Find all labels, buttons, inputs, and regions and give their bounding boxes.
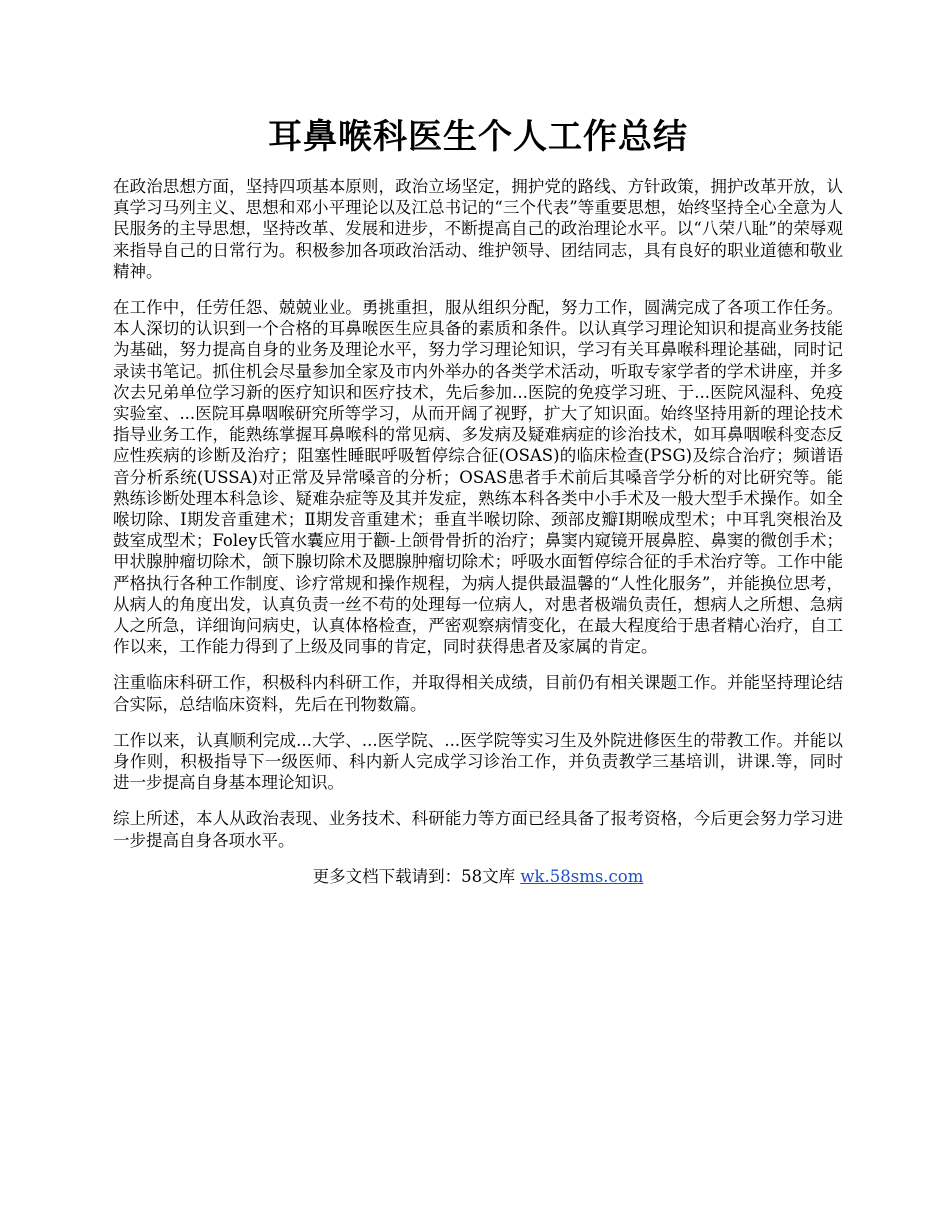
- paragraph-summary: 综上所述，本人从政治表现、业务技术、科研能力等方面已经具备了报考资格，今后更会努力学习进一步提高自身各项水平。: [113, 809, 843, 850]
- paragraph-research: 注重临床科研工作，积极科内科研工作，并取得相关成绩，目前仍有相关课题工作。并能坚持理论结合实际，总结临床资料，先后在刊物数篇。: [113, 673, 843, 714]
- paragraph-political: 在政治思想方面，坚持四项基本原则，政治立场坚定，拥护党的路线、方针政策，拥护改革开放，认真学习马列主义、思想和邓小平理论以及江总书记的“三个代表”等重要思想，始终坚持全心全意为人民服务的主导思想，坚持改革、发展和进步，不断提高自己的政治理论水平。以“八荣八耻”的荣辱观来指导自己的日常行为。积极参加各项政治活动、维护领导、团结同志，具有良好的职业道德和敬业精神。: [113, 177, 843, 281]
- download-footer: [113, 866, 843, 888]
- footer-text: 更多文档下载请到：58文库: [312, 866, 521, 886]
- document-title: 耳鼻喉科医生个人工作总结: [268, 117, 688, 157]
- document-page: [113, 112, 843, 888]
- paragraph-teaching: 工作以来，认真顺利完成...大学、...医学院、...医学院等实习生及外院进修医生的带教工作。并能以身作则，积极指导下一级医师、科内新人完成学习诊治工作，并负责教学三基培训，讲课.等，同时进一步提高自身基本理论知识。: [113, 730, 843, 793]
- paragraph-work: 在工作中，任劳任怨、兢兢业业。勇挑重担，服从组织分配，努力工作，圆满完成了各项工作任务。本人深切的认识到一个合格的耳鼻喉医生应具备的素质和条件。以认真学习理论知识和提高业务技能为基础，努力提高自身的业务及理论水平，努力学习理论知识，学习有关耳鼻喉科理论基础，同时记录读书笔记。抓住机会尽量参加全家及市内外举办的各类学术活动，听取专家学者的学术讲座，并多次去兄弟单位学习新的医疗知识和医疗技术，先后参加...医院的免疫学习班、于...医院风湿科、免疫实验室、...医院耳鼻咽喉研究所等学习，从而开阔了视野，扩大了知识面。始终坚持用新的理论技术指导业务工作，能熟练掌握耳鼻喉科的常见病、多发病及疑难病症的诊治技术，如耳鼻咽喉科变态反应性疾病的诊断及治疗；阻塞性睡眠呼吸暂停综合征(OSAS)的临床检查(PSG)及综合治疗；频谱语音分析系统(USSA)对正常及异常嗓音的分析；OSAS患者手术前后其嗓音学分析的对比研究等。能熟练诊断处理本科急诊、疑难杂症等及其并发症，熟练本科各类中小手术及一般大型手术操作。如全喉切除、Ⅰ期发音重建术；Ⅱ期发音重建术；垂直半喉切除、颈部皮瓣Ⅰ期喉成型术；中耳乳突根治及鼓室成型术；Foley氏管水囊应用于颧-上颌骨骨折的治疗；鼻窦内窥镜开展鼻腔、鼻窦的微创手术；甲状腺肿瘤切除术，颌下腺切除术及腮腺肿瘤切除术；呼吸水面暂停综合征的手术治疗等。工作中能严格执行各种工作制度、诊疗常规和操作规程，为病人提供最温馨的“人性化服务”，并能换位思考，从病人的角度出发，认真负责一丝不苟的处理每一位病人，对患者极端负责任，想病人之所想、急病人之所急，详细询问病史，认真体格检查，严密观察病情变化，在最大程度给于患者精心治疗，自工作以来，工作能力得到了上级及同事的肯定，同时获得患者及家属的肯定。: [113, 298, 843, 657]
- footer-link[interactable]: wk.58sms.com: [520, 866, 644, 886]
